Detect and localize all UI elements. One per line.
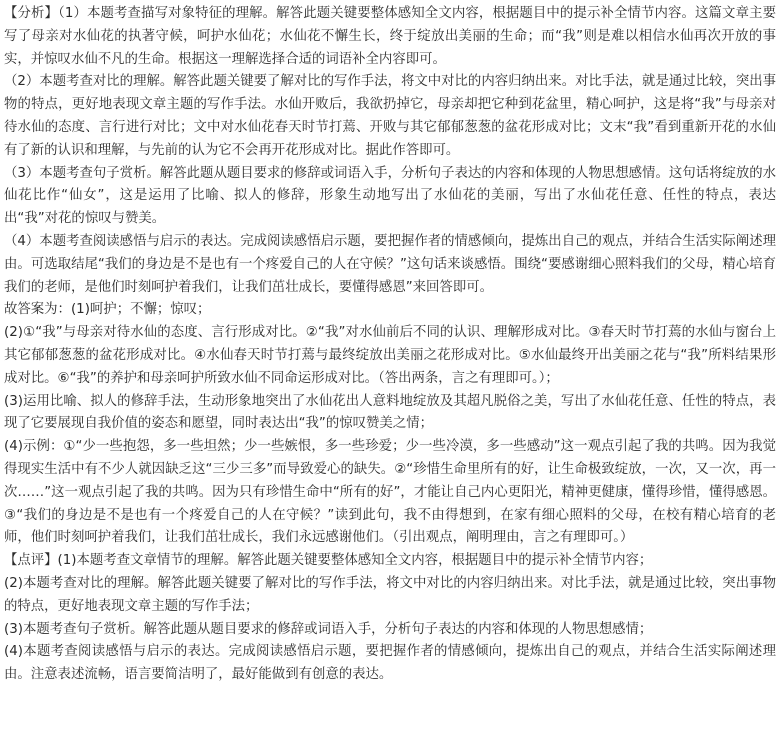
comment-paragraph-4: (4)本题考查阅读感悟与启示的表达。完成阅读感悟启示题，要把握作者的情感倾向，提炼出自己的观点，并结合生活实际阐述理由。注意表述流畅，语言要简洁明了，最好能做到有创意的表达。 — [4, 644, 776, 683]
analysis-paragraph-1: 【分析】（1）本题考查描写对象特征的理解。解答此题关键要整体感知全文内容，根据题目中的提示补全情节内容。这篇文章主要写了母亲对水仙花的执著守候，呵护水仙花；水仙花不懈生长，终于绽放出美丽的生命；而“我”则是难以相信水仙再次开放的事实，并惊叹水仙不凡的生命。根据这一理解选择合适的词语补全内容即可。 — [4, 6, 776, 67]
comment-paragraph-2: (2)本题考查对比的理解。解答此题关键要了解对比的写作手法，将文中对比的内容归纳出来。对比手法，就是通过比较，突出事物的特点，更好地表现文章主题的写作手法； — [4, 575, 776, 614]
analysis-paragraph-2: （2）本题考查对比的理解。解答此题关键要了解对比的写作手法，将文中对比的内容归纳出来。对比手法，就是通过比较，突出事物的特点，更好地表现文章主题的写作手法。水仙开败后，我欲扔掉它，母亲却把它种到花盆里，精心呵护，这是将“我”与母亲对待水仙的态度、言行进行对比；文中对水仙花春天时节打蔫、开败与其它郁郁葱葱的盆花形成对比；文末“我”看到重新开花的水仙有了新的认识和理解，与先前的认为它不会再开花形成对比。据此作答即可。 — [4, 74, 776, 158]
answer-part-2: (2)①“我”与母亲对待水仙的态度、言行形成对比。②“我”对水仙前后不同的认识、理解形成对比。③春天时节打蔫的水仙与窗台上其它郁郁葱葱的盆花形成对比。④水仙春天时节打蔫与最终绽放出美丽之花形成对比。⑤水仙最终开出美丽之花与“我”所料结果形成对比。⑥“我”的养护和母亲呵护所致水仙不同命运形成对比。（答出两条，言之有理即可。）； — [4, 325, 776, 386]
answer-part-1: 故答案为：(1)呵护；不懈；惊叹； — [4, 302, 211, 318]
analysis-paragraph-4: （4）本题考查阅读感悟与启示的表达。完成阅读感悟启示题，要把握作者的情感倾向，提炼出自己的观点，并结合生活实际阐述理由。可选取结尾“我们的身边是不是也有一个疼爱自己的人在守候？”这句话来谈感悟。围绕“要感谢细心照料我们的父母，精心培育我们的老师，是他们时刻呵护着我们，让我们茁壮成长，要懂得感恩”来回答即可。 — [4, 233, 776, 295]
comment-paragraph-3: (3)本题考查句子赏析。解答此题从题目要求的修辞或词语入手，分析句子表达的内容和体现的人物思想感情； — [4, 621, 653, 637]
answer-part-4: (4)示例：①“少一些抱怨，多一些坦然；少一些嫉恨，多一些珍爱；少一些冷漠，多一些感动”这一观点引起了我的共鸣。因为我觉得现实生活中有不少人就因缺乏这“三少三多”而导致爱心的缺失。②“珍惜生命里所有的好，让生命极致绽放，一次，又一次，再一次……”这一观点引起了我的共鸣。因为只有珍惜生命中“所有的好”，才能让自己内心更阳光，精神更健康，懂得珍惜，懂得感恩。③“我们的身边是不是也有一个疼爱自己的人在守候？”读到此句，我不由得想到，在家有细心照料的父母，在校有精心培育的老师，他们时刻呵护着我们，让我们茁壮成长，我们永远感谢他们。（引出观点，阐明理由，言之有理即可。） — [4, 439, 776, 546]
analysis-paragraph-3: （3）本题考查句子赏析。解答此题从题目要求的修辞或词语入手，分析句子表达的内容和体现的人物思想感情。这句话将绽放的水仙花比作“仙女”，这是运用了比喻、拟人的修辞，形象生动地写出了水仙花的美丽，写出了水仙花任意、任性的特点，表达出“我”对花的惊叹与赞美。 — [4, 165, 776, 227]
comment-paragraph-1: 【点评】(1)本题考查文章情节的理解。解答此题关键要整体感知全文内容，根据题目中的提示补全情节内容； — [4, 553, 653, 569]
answer-part-3: (3)运用比喻、拟人的修辞手法，生动形象地突出了水仙花出人意料地绽放及其超凡脱俗之美，写出了水仙花任意、任性的特点，表现了它要展现自我价值的姿态和愿望，同时表达出“我”的惊叹赞美之情； — [4, 393, 776, 432]
